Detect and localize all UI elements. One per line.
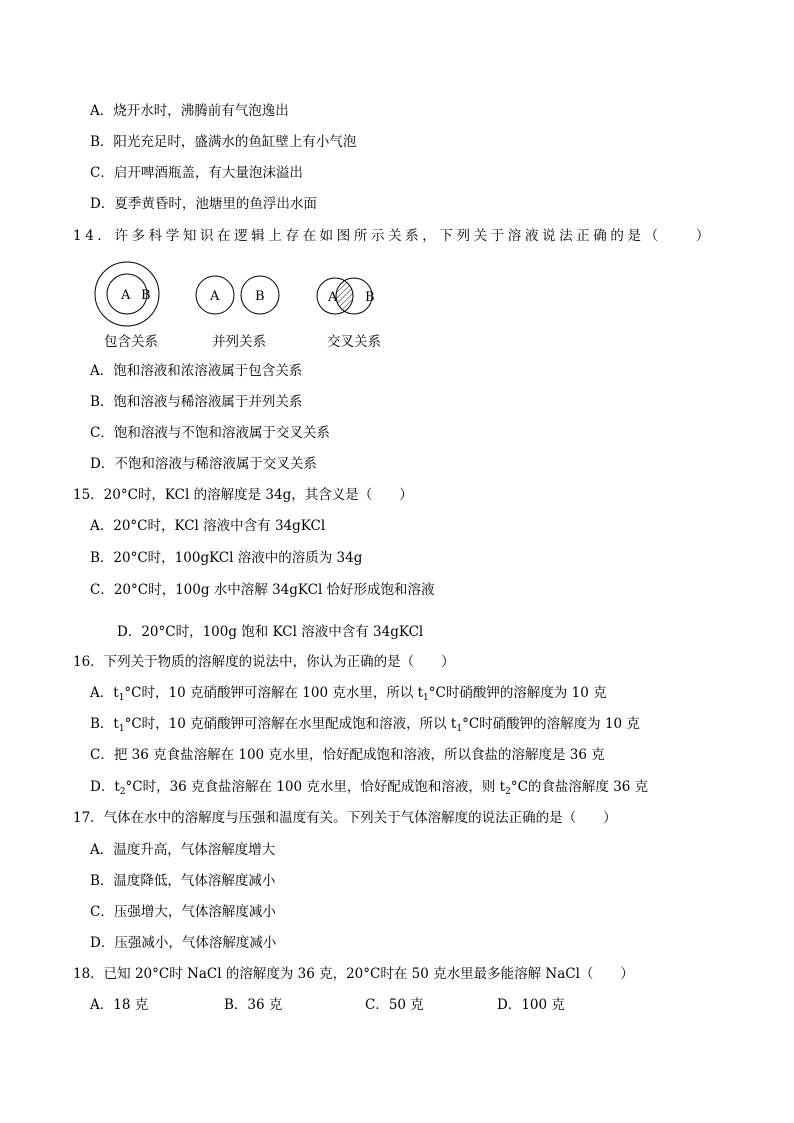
q15-option-a: A．20°C时，KCl 溶液中含有 34gKCl <box>90 518 326 534</box>
q17-option-a: A．温度升高，气体溶解度增大 <box>90 842 276 858</box>
caption-intersection: 交叉关系 <box>327 334 381 350</box>
q18-option-b: B．36 克 <box>224 997 283 1013</box>
parallel-diagram <box>196 276 279 314</box>
q15-stem: 15．20°C时，KCl 的溶解度是 34g，其含义是（ ） <box>73 487 413 503</box>
q17-option-d: D．压强减小，气体溶解度减小 <box>90 935 277 951</box>
q17-option-b: B．温度降低，气体溶解度减小 <box>90 873 276 889</box>
q16-option-d: D．$t_2^\circ C$时，36 克食盐溶解在 100 克水里，恰好配成饱和溶液，则 $t_2^\circ C$的食盐溶解度 36 克 <box>90 779 649 797</box>
inclusion-label-a: A <box>121 288 131 303</box>
q13-option-d: D．夏季黄昏时，池塘里的鱼浮出水面 <box>90 196 317 212</box>
intersect-label-a: A <box>328 290 338 305</box>
q16-option-c: C．把 36 克食盐溶解在 100 克水里，恰好配成饱和溶液，所以食盐的溶解度是 36 克 <box>90 747 605 763</box>
inclusion-label-b: B <box>141 288 151 303</box>
q14-option-a: A．饱和溶液和浓溶液属于包含关系 <box>90 363 303 379</box>
q18-option-a: A．18 克 <box>90 997 149 1013</box>
q14-stem: 14．许多科学知识在逻辑上存在如图所示关系，下列关于溶液说法正确的是（ ） <box>73 228 713 244</box>
parallel-label-b: B <box>255 289 265 304</box>
intersect-label-b: B <box>365 290 375 305</box>
q16-stem: 16．下列关于物质的溶解度的说法中，你认为正确的是（ ） <box>73 654 455 670</box>
q14-option-c: C．饱和溶液与不饱和溶液属于交叉关系 <box>90 425 330 441</box>
q13-option-a: A．烧开水时，沸腾前有气泡逸出 <box>90 103 289 119</box>
q14-option-d: D．不饱和溶液与稀溶液属于交叉关系 <box>90 456 317 472</box>
q18-stem: 18．已知 20°C时 NaCl 的溶解度为 36 克，20°C时在 50 克水里最多能溶解 NaCl（ ） <box>73 966 634 982</box>
q17-option-c: C．压强增大，气体溶解度减小 <box>90 904 276 920</box>
parallel-label-a: A <box>210 289 220 304</box>
q15-option-c: C．20°C时，100g 水中溶解 34gKCl 恰好形成饱和溶液 <box>90 582 435 598</box>
q13-option-b: B．阳光充足时，盛满水的鱼缸壁上有小气泡 <box>90 134 357 150</box>
inclusion-diagram <box>95 262 159 326</box>
q15-option-d: D．20°C时，100g 饱和 KCl 溶液中含有 34gKCl <box>117 624 424 640</box>
q18-option-d: D．100 克 <box>497 997 565 1013</box>
q17-stem: 17．气体在水中的溶解度与压强和温度有关。下列关于气体溶解度的说法正确的是（ ） <box>73 810 617 826</box>
q13-option-c: C．启开啤酒瓶盖，有大量泡沫溢出 <box>90 165 303 181</box>
q14-option-b: B．饱和溶液与稀溶液属于并列关系 <box>90 394 303 410</box>
q15-option-b: B．20°C时，100gKCl 溶液中的溶质为 34g <box>90 550 363 566</box>
intersection-diagram <box>317 278 375 314</box>
q16-option-a: A．$t_1^\circ C$时，10 克硝酸钾可溶解在 100 克水里，所以 $t_1^\circ C$时硝酸钾的溶解度为 10 克 <box>90 685 607 703</box>
caption-parallel: 并列关系 <box>212 334 266 350</box>
caption-inclusion: 包含关系 <box>104 334 158 350</box>
q18-option-c: C．50 克 <box>365 997 424 1013</box>
q16-option-b: B．$t_1^\circ C$时，10 克硝酸钾可溶解在水里配成饱和溶液，所以 $t_1^\circ C$时硝酸钾的溶解度为 10 克 <box>90 716 640 734</box>
